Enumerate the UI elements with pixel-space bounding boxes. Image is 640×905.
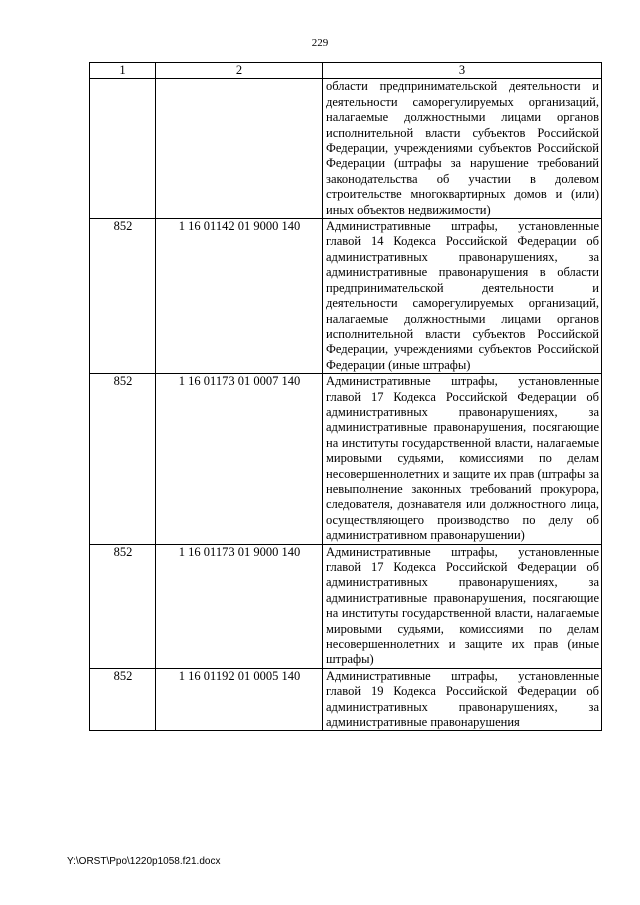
table-row	[90, 374, 602, 544]
column-header-3: 3	[323, 63, 602, 79]
description-cell: области предпринимательской деятельности и деятельности саморегулируемых организаций, налагаемые должностными лицами органов исполнительной власти субъектов Российской Федерации, учреждениями субъектов Российской Федерации (штрафы за нарушение требований законодательства об участии в долевом строительстве многоквартирных домов и (или) иных объектов недвижимости)	[323, 79, 602, 219]
admin-code-cell: 852	[90, 544, 156, 668]
column-header-1: 1	[90, 63, 156, 79]
description-cell: Административные штрафы, установленные главой 19 Кодекса Российской Федерации об административных правонарушениях, за административные правонарушения	[323, 668, 602, 731]
kbk-code-cell: 1 16 01173 01 9000 140	[156, 544, 323, 668]
kbk-code-cell: 1 16 01173 01 0007 140	[156, 374, 323, 544]
column-header-2: 2	[156, 63, 323, 79]
table-header-row	[90, 63, 602, 79]
admin-code-cell: 852	[90, 668, 156, 731]
kbk-code-cell: 1 16 01142 01 9000 140	[156, 219, 323, 374]
admin-code-cell	[90, 79, 156, 219]
table-row	[90, 219, 602, 374]
table-row	[90, 668, 602, 731]
table-row	[90, 544, 602, 668]
description-cell: Административные штрафы, установленные главой 17 Кодекса Российской Федерации об административных правонарушениях, за административные правонарушения, посягающие на институты государственной власти, налагаемые мировыми судьями, комиссиями по делам несовершеннолетних и защите их прав (иные штрафы)	[323, 544, 602, 668]
description-cell: Административные штрафы, установленные главой 14 Кодекса Российской Федерации об административных правонарушениях, за административные правонарушения в области предпринимательской деятельности и деятельности саморегулируемых организаций, налагаемые должностными лицами органов исполнительной власти субъектов Российской Федерации, учреждениями субъектов Российской Федерации (иные штрафы)	[323, 219, 602, 374]
kbk-code-cell	[156, 79, 323, 219]
budget-codes-table	[89, 62, 602, 731]
page-number: 229	[311, 37, 329, 49]
description-cell: Административные штрафы, установленные главой 17 Кодекса Российской Федерации об административных правонарушениях, за административные правонарушения, посягающие на институты государственной власти, налагаемые мировыми судьями, комиссиями по делам несовершеннолетних и защите их прав (штрафы за невыполнение законных требований прокурора, следователя, дознавателя или должностного лица, осуществляющего производство по делу об административном правонарушении)	[323, 374, 602, 544]
table-row	[90, 79, 602, 219]
kbk-code-cell: 1 16 01192 01 0005 140	[156, 668, 323, 731]
admin-code-cell: 852	[90, 219, 156, 374]
admin-code-cell: 852	[90, 374, 156, 544]
footer-file-path: Y:\ORST\Ppo\1220p1058.f21.docx	[67, 856, 221, 867]
